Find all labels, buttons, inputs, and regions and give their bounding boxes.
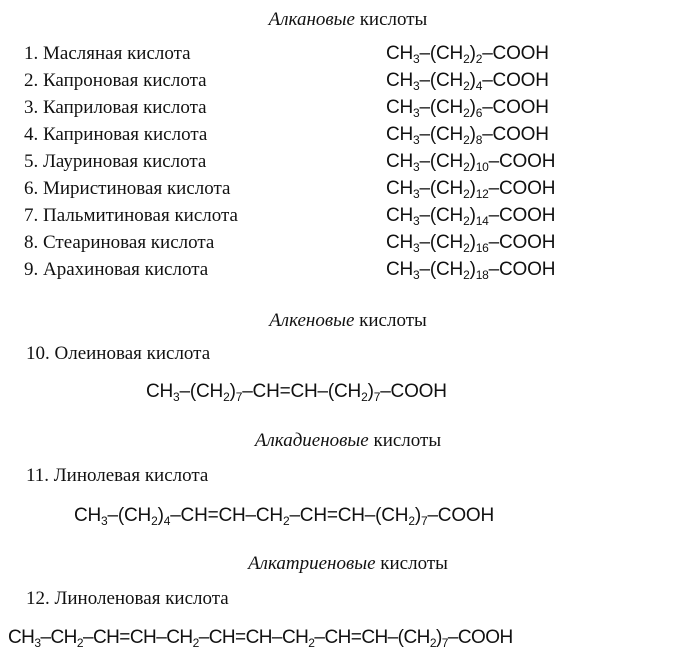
acid-name: 1. Масляная кислота (24, 43, 191, 64)
acid-name: 9. Арахиновая кислота (24, 259, 209, 280)
acid-formula: $CH_3-(CH_2)_{14}$–COOH (386, 205, 556, 228)
heading-rest: кислоты (368, 430, 442, 451)
heading-rest: кислоты (354, 310, 427, 331)
heading-rest: кислоты (354, 9, 428, 30)
acid-formula: $CH_3-(CH_2)_{16}$–COOH (386, 232, 556, 255)
heading-italic-word: Алкеновые (269, 310, 355, 331)
formula-linoleic: $CH_3-(CH_2)_4-CH=CH-CH_2-CH=CH-(CH_2)_7$–COOH (74, 505, 495, 528)
acid-name: 4. Каприновая кислота (24, 124, 208, 145)
acid-name: 5. Лауриновая кислота (24, 151, 207, 172)
heading-italic-word: Алкадиеновые (254, 430, 369, 451)
acid-formula: $CH_3-(CH_2)_2$–COOH (386, 43, 549, 66)
section-heading-alkenoic (0, 310, 696, 332)
heading-rest: кислоты (375, 553, 448, 574)
acid-name: 7. Пальмитиновая кислота (24, 205, 238, 226)
acid-formula: $CH_3-(CH_2)_4$–COOH (386, 70, 549, 93)
acid-formula: $CH_3-(CH_2)_{12}$–COOH (386, 178, 556, 201)
acid-formula: $CH_3-(CH_2)_{18}$–COOH (386, 259, 556, 282)
formula-oleic: $CH_3-(CH_2)_7-CH=CH-(CH_2)_7$–COOH (146, 381, 447, 404)
acid-name: 6. Миристиновая кислота (24, 178, 231, 199)
acid-name-oleic: 10. Олеиновая кислота (26, 343, 211, 364)
acid-name: 2. Капроновая кислота (24, 70, 207, 91)
section-heading-alkanoic (0, 9, 696, 31)
acid-name: 3. Каприловая кислота (24, 97, 207, 118)
acid-name: 8. Стеариновая кислота (24, 232, 215, 253)
acid-formula: $CH_3-(CH_2)_{10}$–COOH (386, 151, 556, 174)
section-heading-alkadienoic (0, 430, 696, 452)
acid-formula: $CH_3-(CH_2)_8$–COOH (386, 124, 549, 147)
formula-linolenic: $CH_3-CH_2-CH=CH-CH_2-CH=CH-CH_2-CH=CH-(CH_2)_7$–COOH (8, 627, 513, 650)
acid-name-linolenic: 12. Линоленовая кислота (26, 588, 229, 609)
heading-italic-word: Алкановые (268, 9, 355, 30)
section-heading-alkatrienoic (0, 553, 696, 575)
acid-name-linoleic: 11. Линолевая кислота (26, 465, 209, 486)
heading-italic-word: Алкатриеновые (248, 553, 376, 574)
acid-formula: $CH_3-(CH_2)_6$–COOH (386, 97, 549, 120)
